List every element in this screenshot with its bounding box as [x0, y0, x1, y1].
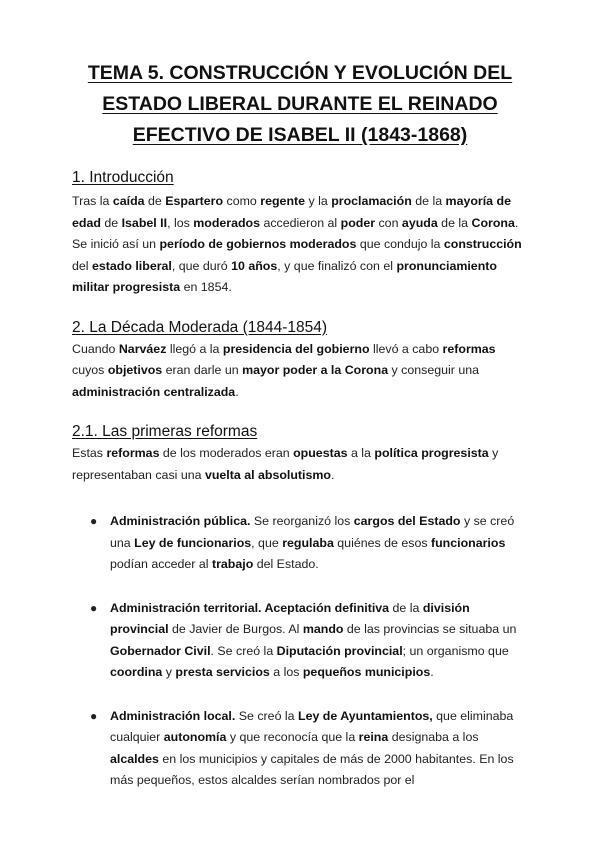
- bold-term: alcaldes: [110, 751, 159, 766]
- reformas-bullet-list: [72, 511, 528, 792]
- text-run: eran darle un: [162, 363, 243, 377]
- text-run: designaba a los: [388, 730, 479, 744]
- bold-term: reformas: [442, 341, 496, 356]
- text-run: . Se creó la: [210, 643, 277, 658]
- text-run: de la: [389, 600, 423, 615]
- bold-term: funcionarios: [430, 535, 506, 550]
- bold-term: Ley de Ayuntamientos,: [298, 708, 433, 723]
- heading-decada-moderada: 2. La Década Moderada (1844-1854): [72, 318, 328, 336]
- text-run: y representaban casi una: [72, 446, 499, 482]
- text-run: , que duró: [171, 258, 232, 273]
- bullet-marker: ●: [90, 514, 98, 528]
- bold-term: Isabel II: [121, 215, 168, 230]
- paragraph-primeras-reformas: [72, 443, 528, 486]
- text-run: de Javier de Burgos. Al: [168, 622, 303, 636]
- text-run: accedieron al: [260, 215, 341, 230]
- bullet-text: [110, 514, 514, 571]
- text-run: en 1854.: [180, 280, 232, 294]
- text-run: , que: [251, 535, 283, 550]
- title-line-1: TEMA 5. CONSTRUCCIÓN Y EVOLUCIÓN DEL: [87, 62, 513, 84]
- bullet-text: [110, 709, 514, 788]
- bullet-marker: ●: [90, 600, 98, 615]
- bold-term: período de gobiernos moderados: [159, 237, 357, 251]
- bold-term: 10 años: [231, 258, 278, 273]
- bold-term: Administración local.: [110, 708, 236, 723]
- bold-term: pequeños municipios: [302, 665, 431, 679]
- bold-term: proclamación: [331, 194, 412, 208]
- text-run: Se reorganizó los: [250, 514, 354, 528]
- bold-term: autonomía: [163, 730, 227, 744]
- bold-term: Ley de funcionarios: [134, 535, 252, 550]
- bold-term: estado liberal: [91, 258, 172, 273]
- bold-term: Gobernador Civil: [110, 643, 211, 658]
- text-run: en los municipios y capitales de más de 2000 habitantes. En los más pequeños, estos alcaldes serían nombrados por el: [110, 751, 514, 787]
- bold-term: política progresista: [374, 446, 489, 460]
- text-run: Se creó la: [235, 708, 298, 723]
- text-run: Tras la: [72, 194, 113, 208]
- bullet-administracion-publica: [90, 511, 528, 576]
- heading-introduccion: 1. Introducción: [72, 169, 174, 186]
- text-run: cuyos: [72, 363, 108, 377]
- paragraph-introduccion: [72, 191, 528, 299]
- text-run: con: [375, 215, 402, 230]
- title-line-3: EFECTIVO DE ISABEL II (1843-1868): [132, 124, 468, 146]
- text-run: quiénes de esos: [333, 535, 431, 550]
- bold-term: Diputación provincial: [276, 643, 403, 658]
- text-run: como: [223, 194, 261, 208]
- text-run: a la: [347, 446, 375, 460]
- text-run: del Estado.: [253, 557, 319, 571]
- text-run: llevó a cabo: [369, 341, 443, 356]
- bold-term: objetivos: [107, 363, 163, 377]
- bold-term: trabajo: [211, 557, 254, 571]
- bullet-text: [110, 601, 516, 680]
- bold-term: regulaba: [282, 535, 334, 550]
- text-run: ; un organismo que: [402, 643, 509, 658]
- text-run: . Se inició así un: [72, 215, 519, 251]
- bullet-administracion-local: [90, 706, 528, 792]
- text-run: de: [144, 194, 166, 208]
- text-run: de la: [437, 215, 472, 230]
- text-run: que eliminaba cualquier: [110, 708, 514, 744]
- text-run: .: [430, 665, 434, 679]
- bold-term: presta servicios: [175, 665, 270, 679]
- heading-primeras-reformas: 2.1. Las primeras reformas: [72, 423, 258, 440]
- bold-term: reina: [358, 730, 389, 744]
- text-run: de: [100, 215, 122, 230]
- text-run: podían acceder al: [110, 557, 212, 571]
- bold-term: construcción: [443, 237, 522, 251]
- bold-term: regente: [260, 194, 306, 208]
- text-run: de las provincias se situaba un: [343, 622, 517, 636]
- text-run: de los moderados eran: [159, 446, 294, 460]
- bold-term: coordina: [110, 665, 163, 679]
- bold-term: pronunciamiento militar progresista: [72, 258, 497, 294]
- text-run: y que reconocía que la: [226, 730, 359, 744]
- paragraph-decada-moderada: [72, 339, 528, 404]
- bold-term: administración centralizada: [72, 384, 236, 399]
- text-run: llegó a la: [166, 341, 223, 356]
- bold-term: mayor poder a la Corona: [242, 363, 389, 377]
- text-run: y se creó una: [110, 514, 515, 550]
- bullet-marker: ●: [90, 708, 98, 723]
- text-run: a los: [269, 665, 303, 679]
- text-run: , y que finalizó con el: [277, 258, 397, 273]
- text-run: que condujo la: [356, 237, 444, 251]
- text-run: Estas: [72, 446, 107, 460]
- text-run: de la: [411, 194, 446, 208]
- bold-term: opuestas: [293, 446, 348, 460]
- bold-term: ayuda: [401, 215, 438, 230]
- bullet-administracion-territorial: [90, 598, 528, 684]
- text-run: del: [72, 258, 92, 273]
- text-run: y: [162, 665, 176, 679]
- bold-term: caída: [112, 194, 145, 208]
- bold-term: moderados: [193, 215, 261, 230]
- text-run: .: [235, 384, 239, 399]
- document-title: [72, 58, 528, 151]
- bold-term: Espartero: [165, 194, 224, 208]
- bold-term: división provincial: [110, 600, 470, 636]
- text-run: , los: [167, 215, 194, 230]
- text-run: y la: [305, 194, 332, 208]
- bold-term: poder: [340, 215, 376, 230]
- bold-term: reformas: [106, 446, 160, 460]
- bold-term: Narváez: [118, 341, 167, 356]
- bold-term: mayoría de edad: [72, 194, 511, 230]
- text-run: .: [330, 467, 335, 482]
- text-run: Cuando: [72, 341, 119, 356]
- bold-term: Administración pública.: [110, 514, 251, 528]
- bold-term: vuelta al absolutismo: [204, 467, 331, 482]
- text-run: y conseguir una: [388, 363, 480, 377]
- bold-term: presidencia del gobierno: [222, 341, 370, 356]
- title-line-2: ESTADO LIBERAL DURANTE EL REINADO: [102, 93, 498, 115]
- bold-term: Corona: [471, 215, 515, 230]
- bold-term: cargos del Estado: [353, 514, 461, 528]
- bold-term: Administración territorial. Aceptación definitiva: [110, 600, 390, 615]
- bold-term: mando: [302, 622, 344, 636]
